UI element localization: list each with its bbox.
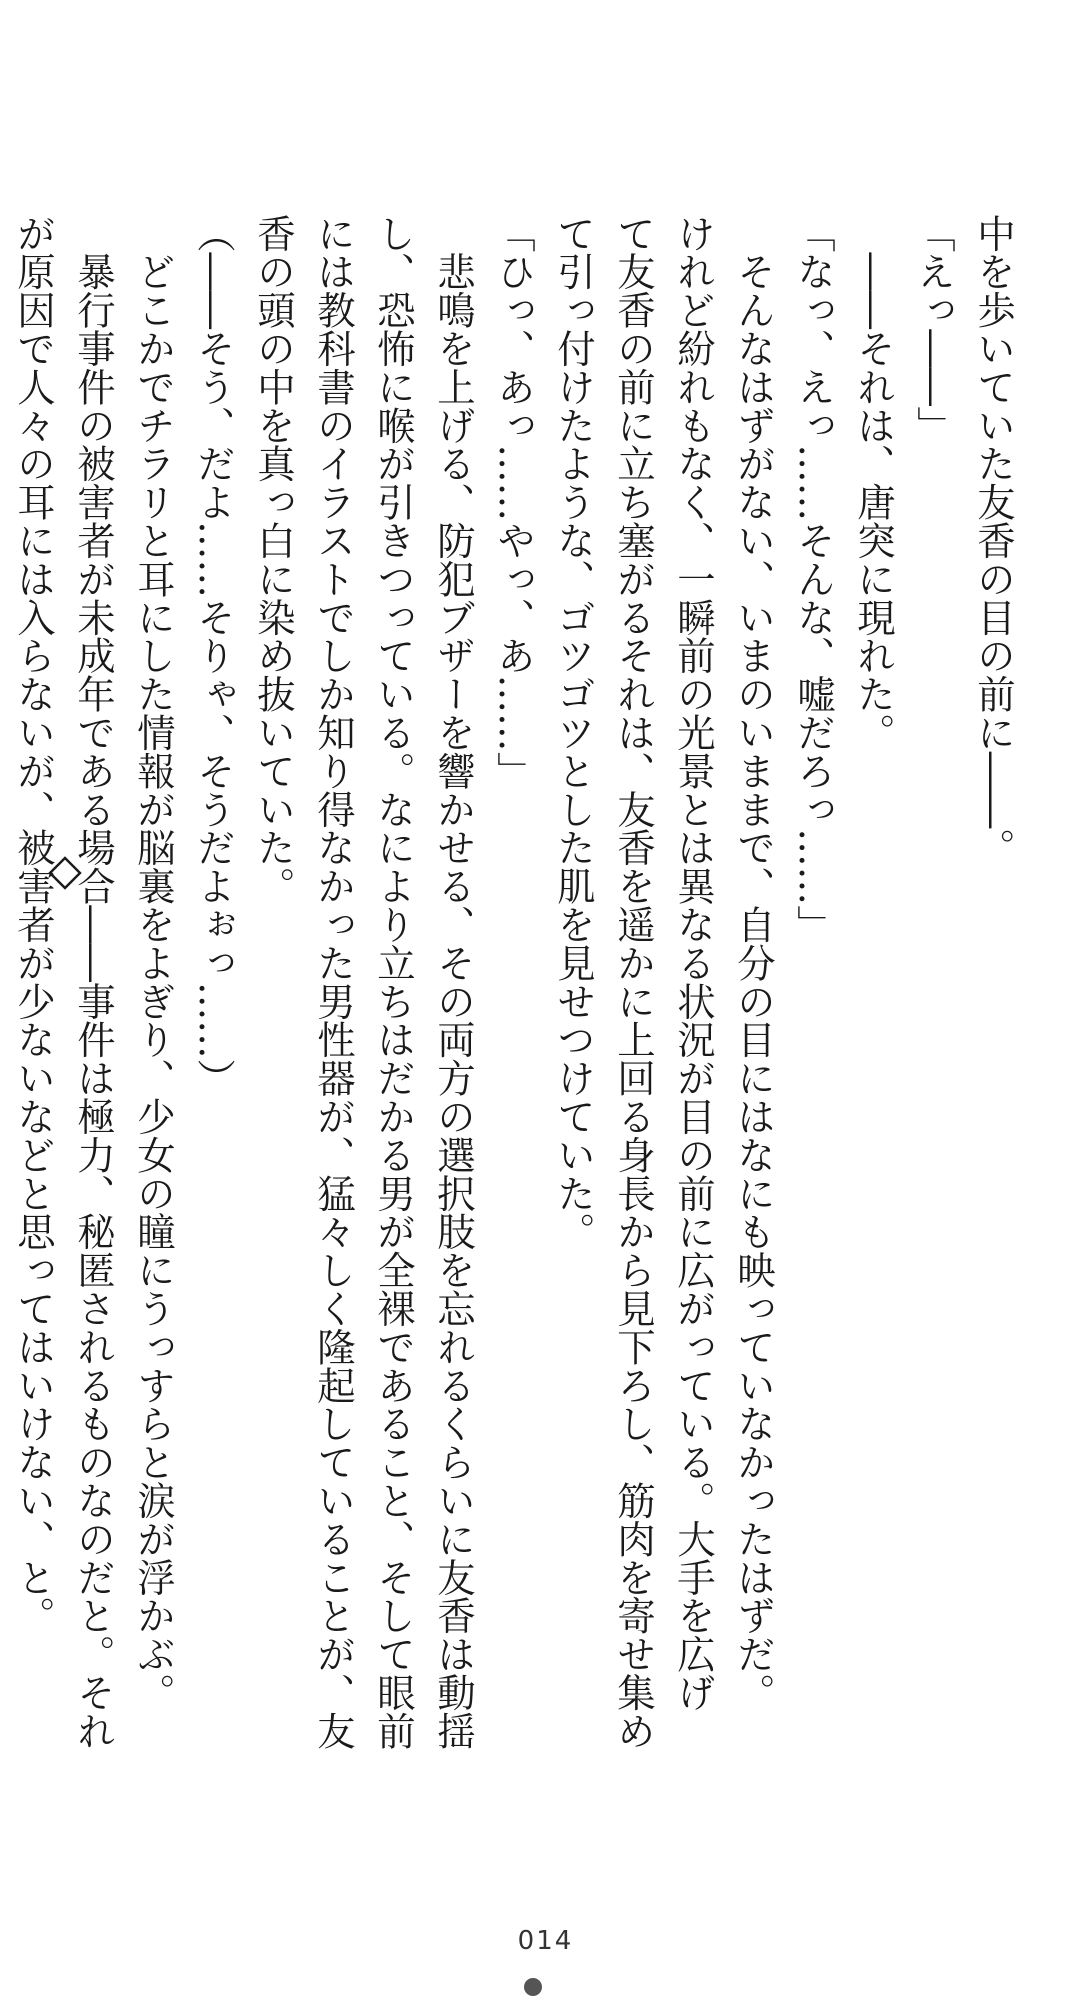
text-line: そんなはずがない、いまのいままで、自分の目にはなにも映っていなかったはずだ。 — [730, 214, 775, 1712]
text-line: し、恐怖に喉が引きつっている。なにより立ちはだかる男が全裸であること、そして眼前 — [370, 214, 415, 1750]
page-dot-icon — [524, 1978, 542, 1996]
text-line: 「ひっ、あっ……やっ、あ……」 — [490, 214, 535, 790]
text-line: ――それは、唐突に現れた。 — [850, 214, 895, 752]
text-line: 「えっ――」 — [910, 214, 955, 445]
text-line: 暴行事件の被害者が未成年である場合――事件は極力、秘匿されるものなのだと。それ — [70, 214, 115, 1750]
text-line: 「なっ、えっ……そんな、嘘だろっ……」 — [790, 214, 835, 944]
text-line: 中を歩いていた友香の目の前に――。 — [970, 214, 1015, 867]
text-line: 悲鳴を上げる、防犯ブザーを響かせる、その両方の選択肢を忘れるくらいに友香は動揺 — [430, 214, 475, 1750]
text-line: けれど紛れもなく、一瞬前の光景とは異なる状況が目の前に広がっている。大手を広げ — [670, 214, 715, 1712]
diamond-outline-icon — [48, 856, 82, 890]
page-number: 014 — [517, 1926, 574, 1956]
text-line: て友香の前に立ち塞がるそれは、友香を遥かに上回る身長から見下ろし、筋肉を寄せ集め — [610, 214, 655, 1750]
text-line: どこかでチラリと耳にした情報が脳裏をよぎり、少女の瞳にうっすらと涙が浮かぶ。 — [130, 214, 175, 1712]
text-line: が原因で人々の耳には入らないが、被害者が少ないなどと思ってはいけない、と。 — [10, 214, 55, 1635]
text-line: には教科書のイラストでしか知り得なかった男性器が、猛々しく隆起していることが、友 — [310, 214, 355, 1750]
text-line: （――そう、だよ……そりゃ、そうだよぉっ……） — [190, 214, 235, 1098]
text-line: 香の頭の中を真っ白に染め抜いていた。 — [250, 214, 295, 906]
text-line: て引っ付けたような、ゴツゴツとした肌を見せつけていた。 — [550, 214, 595, 1251]
